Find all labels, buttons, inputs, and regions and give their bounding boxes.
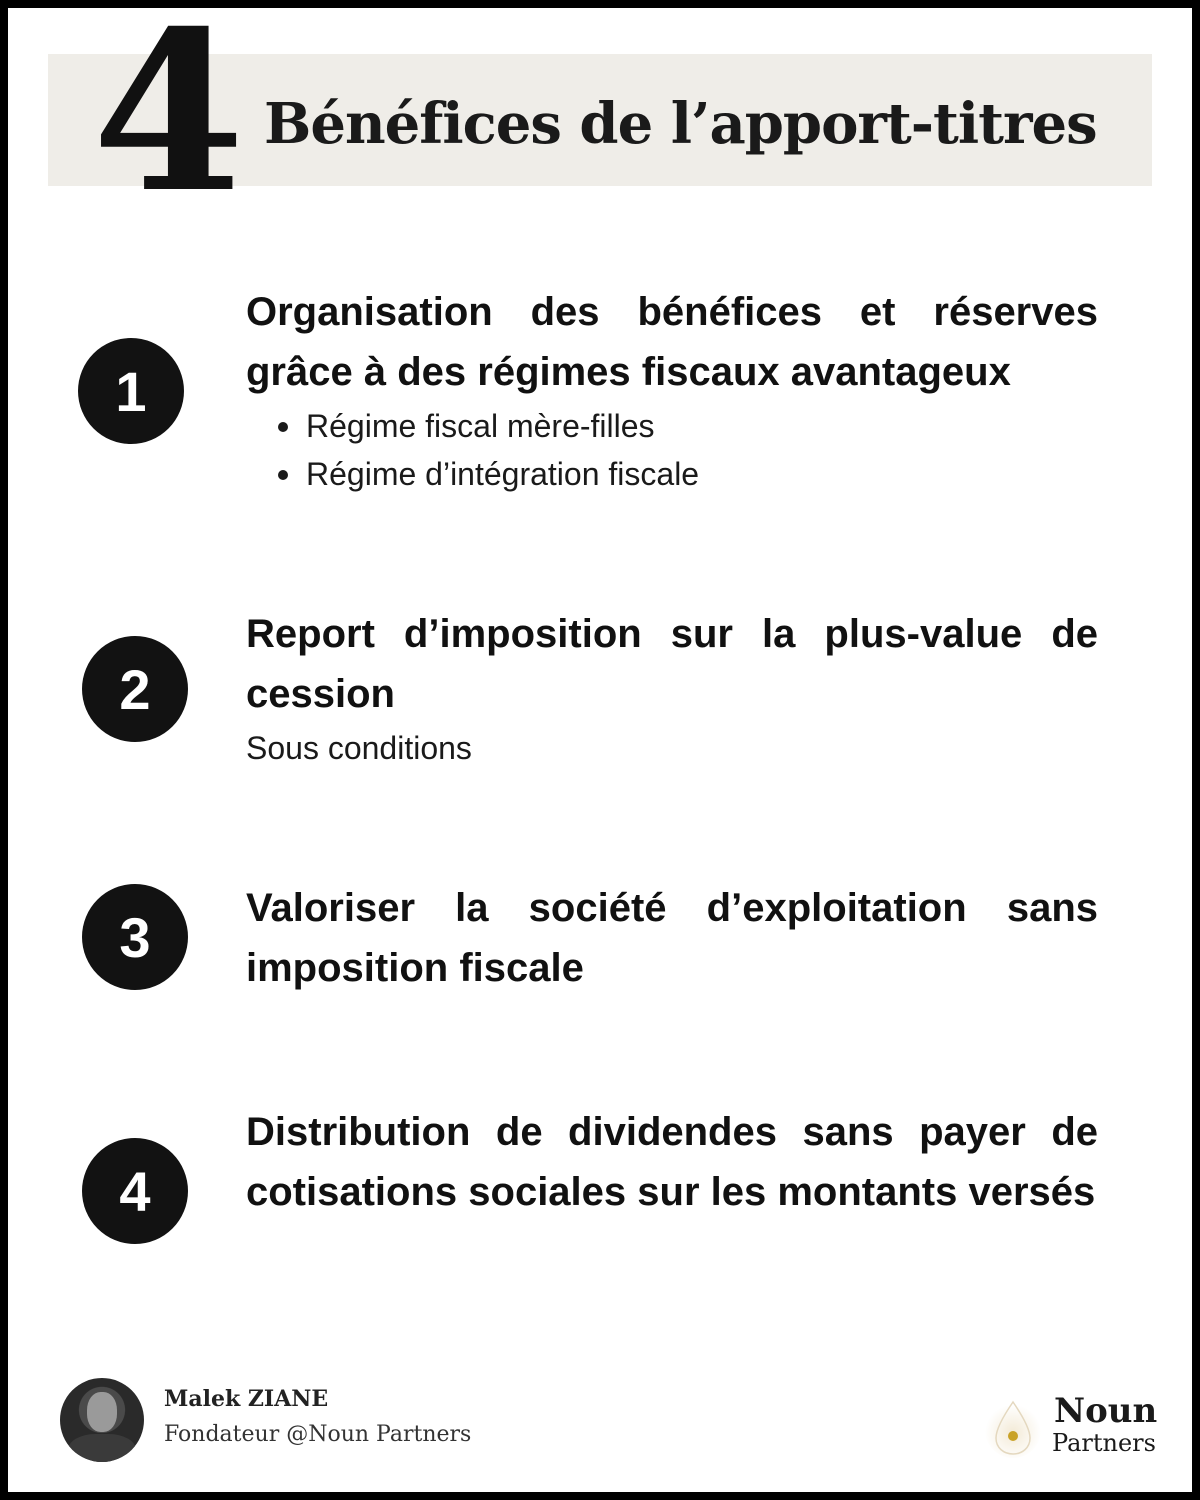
- logo-icon: [982, 1396, 1044, 1460]
- item-3-badge: 3: [82, 884, 188, 990]
- avatar-body: [68, 1434, 136, 1462]
- list-item: Régime d’intégration fiscale: [270, 450, 699, 498]
- item-1-title: Organisation des bénéfices et réserves grâce à des régimes fiscaux avantageux: [246, 290, 1098, 394]
- logo-subtitle: Partners: [1052, 1429, 1156, 1457]
- avatar: [60, 1378, 144, 1462]
- slide-page: [8, 0, 1192, 1492]
- item-2-badge: 2: [82, 636, 188, 742]
- page-title: Bénéfices de l’apport-titres: [264, 91, 1097, 157]
- item-1-badge: 1: [78, 338, 184, 444]
- list-item: Régime fiscal mère-filles: [270, 402, 699, 450]
- header-number: 4: [92, 0, 246, 241]
- item-4-badge: 4: [82, 1138, 188, 1244]
- avatar-face: [87, 1392, 117, 1432]
- logo-wordmark: Noun: [1054, 1391, 1158, 1431]
- item-1-bullet-list: [270, 402, 699, 498]
- author-role: Fondateur @Noun Partners: [164, 1422, 472, 1447]
- item-2-subtitle: Sous conditions: [246, 730, 472, 766]
- item-4-title: Distribution de dividendes sans payer de cotisations sociales sur les montants versés: [246, 1110, 1098, 1214]
- item-3-title: Valoriser la société d’exploitation sans imposition fiscale: [246, 886, 1098, 990]
- item-2-title: Report d’imposition sur la plus-value de cession: [246, 612, 1098, 716]
- author-name: Malek ZIANE: [164, 1386, 329, 1412]
